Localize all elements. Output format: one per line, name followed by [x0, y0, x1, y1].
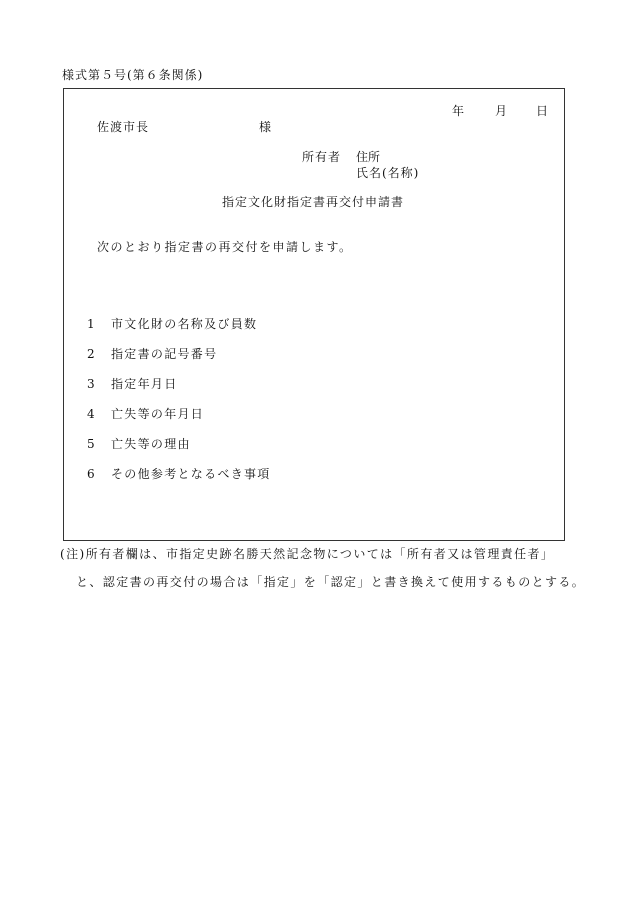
footnote-line-1: (注)所有者欄は、市指定史跡名勝天然記念物については「所有者又は管理責任者」: [60, 547, 555, 561]
date-year-label: 年: [452, 104, 465, 118]
item-text: 指定書の記号番号: [111, 347, 218, 361]
item-text: 亡失等の理由: [111, 437, 191, 451]
form-code: 様式第５号(第６条関係): [62, 68, 204, 82]
item-number: 2: [87, 347, 95, 361]
item-number: 4: [87, 407, 95, 421]
item-number: 1: [87, 317, 95, 331]
date-month-label: 月: [495, 104, 508, 118]
owner-address-label: 住所: [356, 150, 381, 164]
item-number: 6: [87, 467, 95, 481]
request-statement: 次のとおり指定書の再交付を申請します。: [97, 240, 353, 254]
addressee: 佐渡市長: [97, 120, 150, 134]
date-day-label: 日: [536, 104, 549, 118]
owner-label: 所有者: [302, 150, 342, 164]
item-text: その他参考となるべき事項: [111, 467, 271, 481]
honorific: 様: [259, 120, 272, 134]
owner-name-label: 氏名(名称): [356, 166, 420, 180]
item-text: 亡失等の年月日: [111, 407, 205, 421]
item-number: 3: [87, 377, 95, 391]
document-title: 指定文化財指定書再交付申請書: [222, 195, 405, 209]
item-number: 5: [87, 437, 95, 451]
footnote-line-2: と、認定書の再交付の場合は「指定」を「認定」と書き換えて使用するものとする。: [76, 575, 586, 589]
item-text: 指定年月日: [111, 377, 178, 391]
item-text: 市文化財の名称及び員数: [111, 317, 258, 331]
